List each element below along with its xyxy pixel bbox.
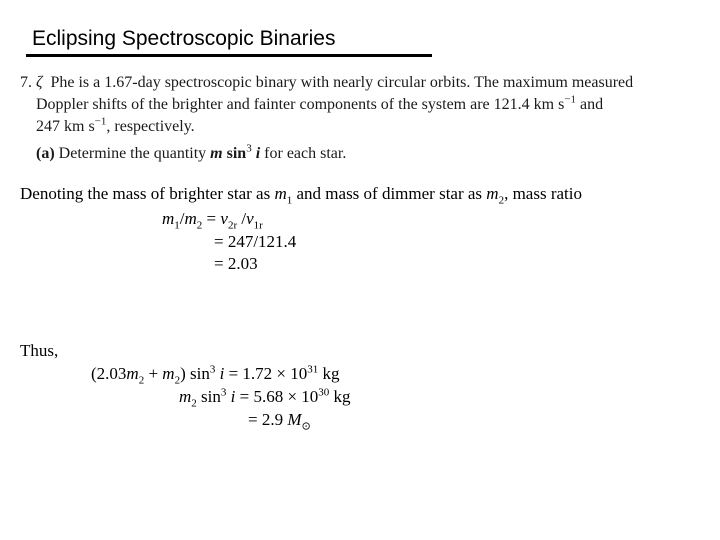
eq1-v2-sub: 2r (227, 219, 238, 232)
eq4-pow: 31 (307, 363, 319, 376)
problem-line-2 (36, 93, 604, 114)
eq5-i: i (226, 387, 236, 406)
eq4-plus: + (144, 364, 163, 383)
problem-line-1 (20, 74, 633, 92)
eq1-v1: v (246, 209, 254, 228)
eq1-v1-sub: 1r (253, 219, 263, 232)
star-symbol: ζ (36, 74, 43, 91)
problem-exp-3: −1 (94, 115, 107, 128)
equation-mass-ratio (162, 209, 263, 232)
eq5-sub: 2 (191, 397, 197, 410)
problem-line-3 (36, 115, 195, 136)
intro-text-a: Denoting the mass of brighter star as (20, 184, 275, 203)
eq1-equals: = (202, 209, 221, 228)
intro-text-b: and mass of dimmer star as (292, 184, 487, 203)
eq1-sub2: 2 (196, 219, 203, 232)
problem-number: 7. (20, 74, 32, 91)
title-underline (26, 54, 432, 57)
eq1-v2: v (220, 209, 228, 228)
eq4-sub2: 2 (174, 374, 181, 387)
problem-text-1: Phe is a 1.67-day spectroscopic binary with nearly circular orbits. The maximum measured (50, 74, 634, 91)
intro-sub1: 1 (286, 194, 293, 207)
eq4-unit: kg (318, 364, 340, 383)
intro-m2: m (486, 184, 499, 203)
eq5-unit: kg (329, 387, 351, 406)
eq4-a: (2.03 (91, 364, 127, 383)
equation-total-mass (91, 363, 340, 387)
slide-title: Eclipsing Spectroscopic Binaries (32, 27, 336, 50)
eq4-value: = 1.72 × 10 (224, 364, 308, 383)
problem-exp-2: −1 (564, 93, 577, 106)
equation-ratio-result: = 2.03 (214, 254, 258, 273)
problem-part-a (36, 142, 347, 163)
intro-m1: m (274, 184, 287, 203)
part-label: (a) (36, 145, 55, 162)
part-m: m (210, 145, 223, 162)
equation-ratio-value: = 247/121.4 (214, 232, 297, 251)
part-exp: 3 (246, 142, 252, 155)
eq6-value: = 2.9 (248, 410, 288, 429)
eq4-m2: m (162, 364, 175, 383)
eq1-m1: m (162, 209, 175, 228)
eq5-exp: 3 (220, 386, 227, 399)
problem-text-3b: , respectively. (106, 118, 195, 135)
eq4-i: i (215, 364, 225, 383)
thus-label: Thus, (20, 341, 59, 360)
eq5-m: m (179, 387, 192, 406)
eq1-div: / (237, 209, 247, 228)
eq1-slash: / (179, 209, 185, 228)
part-text: Determine the quantity (58, 145, 211, 162)
problem-text-2: Doppler shifts of the brighter and fainter components of the system are 121.4 km s (36, 96, 565, 113)
eq4-sub: 2 (138, 374, 145, 387)
equation-solar-mass (248, 410, 311, 433)
problem-text-2b: and (576, 96, 604, 113)
equation-m2 (179, 386, 351, 410)
eq1-sub1: 1 (174, 219, 180, 232)
eq4-exp: 3 (209, 363, 216, 376)
intro-text-c: , mass ratio (504, 184, 582, 203)
eq4-m: m (126, 364, 139, 383)
part-sin: sin (222, 145, 247, 162)
part-text-end: for each star. (260, 145, 347, 162)
eq1-m2: m (184, 209, 197, 228)
eq4-sin: ) sin (180, 364, 210, 383)
eq5-pow: 30 (318, 386, 330, 399)
eq5-value: = 5.68 × 10 (235, 387, 319, 406)
part-i: i (251, 145, 261, 162)
sun-symbol-icon: ⊙ (301, 420, 311, 433)
eq6-M: M (287, 410, 302, 429)
intro-sub2: 2 (498, 194, 505, 207)
solution-intro (20, 184, 582, 207)
problem-text-3: 247 km s (36, 118, 95, 135)
eq5-sin: sin (196, 387, 221, 406)
